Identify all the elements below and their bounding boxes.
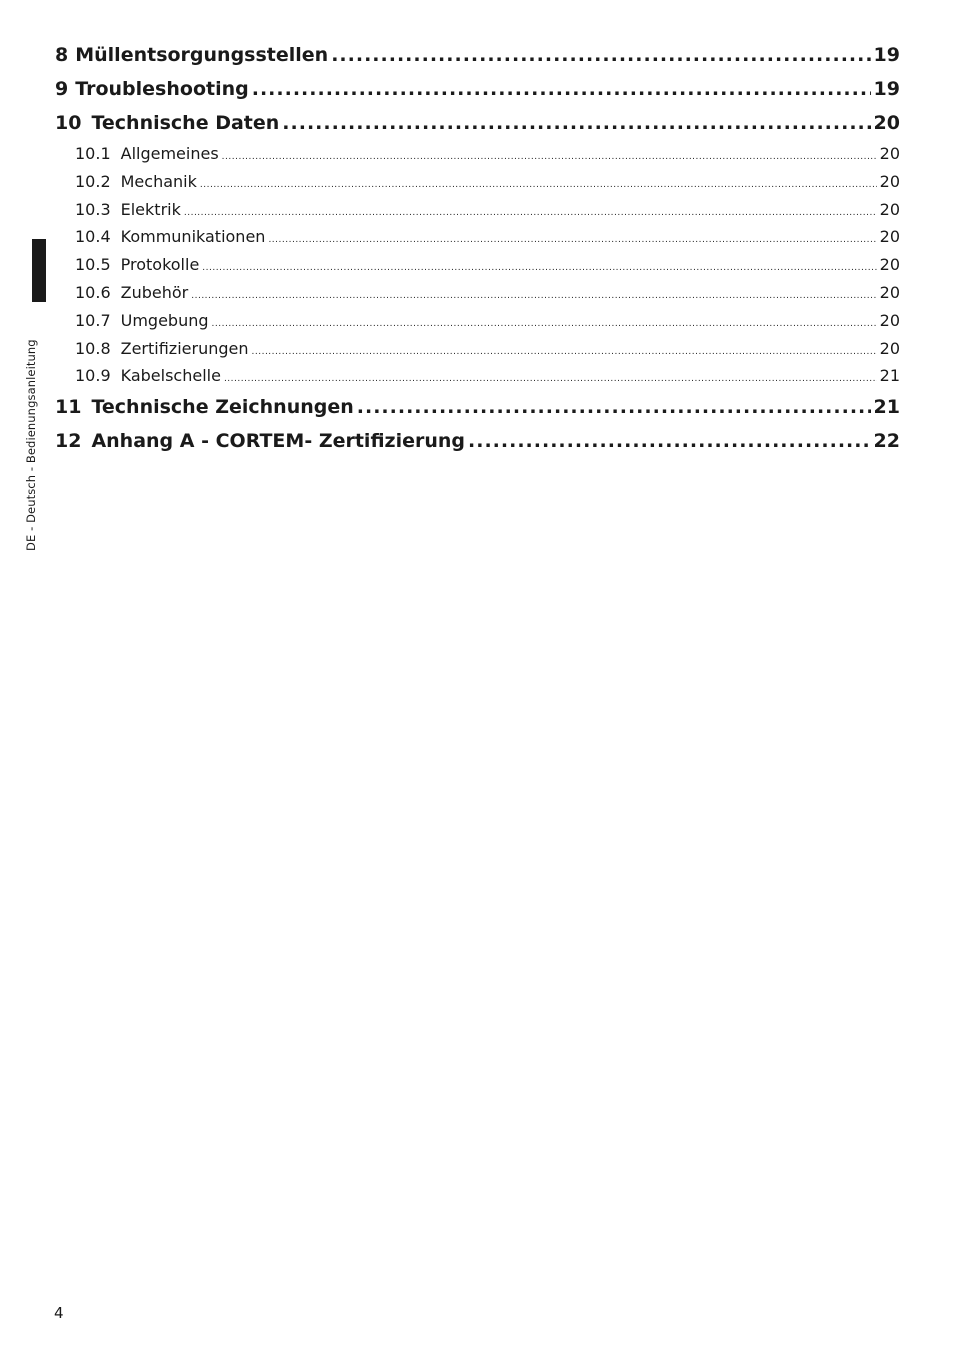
toc-dot-leader — [357, 390, 871, 424]
toc-entry-number: 10.7 — [75, 310, 111, 330]
toc-entry-page: 20 — [879, 338, 900, 358]
toc-dot-leader — [200, 172, 877, 200]
toc-entry-title: Technische Daten — [91, 112, 280, 134]
toc-entry-page: 21 — [873, 396, 900, 419]
toc-dot-leader — [191, 283, 876, 311]
toc-entry-number: 10.5 — [75, 255, 111, 275]
toc-entry-page: 19 — [873, 78, 900, 100]
toc-entry-10[interactable] — [55, 106, 900, 140]
toc-dot-leader — [212, 311, 877, 339]
toc-entry-title: Troubleshooting — [75, 78, 249, 100]
toc-entry-10-3[interactable] — [55, 196, 900, 224]
toc-entry-number: 10.3 — [75, 199, 111, 219]
toc-entry-title: Allgemeines — [120, 144, 219, 163]
toc-entry-12[interactable] — [55, 424, 900, 458]
toc-entry-page: 20 — [879, 227, 900, 247]
toc-entry-number: 8 — [55, 44, 69, 66]
toc-dot-leader — [268, 227, 876, 255]
toc-entry-title: Kabelschelle — [120, 366, 221, 386]
toc-dot-leader — [468, 424, 871, 458]
toc-entry-page: 20 — [879, 199, 900, 219]
toc-dot-leader — [222, 144, 877, 172]
toc-entry-10-8[interactable] — [55, 335, 900, 363]
toc-dot-leader — [252, 339, 877, 367]
toc-entry-10-7[interactable] — [55, 307, 900, 335]
toc-entry-page: 20 — [879, 144, 900, 163]
toc-entry-11[interactable] — [55, 390, 900, 424]
toc-entry-title: Mechanik — [120, 171, 197, 191]
toc-entry-10-4[interactable] — [55, 223, 900, 251]
toc-entry-number: 10 — [55, 112, 82, 134]
toc-entry-8[interactable] — [55, 38, 900, 72]
toc-entry-title: Zubehör — [120, 282, 189, 302]
table-of-contents — [55, 38, 900, 458]
toc-entry-page: 20 — [879, 171, 900, 191]
toc-entry-10-5[interactable] — [55, 251, 900, 279]
toc-entry-number: 12 — [55, 430, 82, 453]
toc-entry-title: Kommunikationen — [120, 227, 266, 247]
toc-entry-title: Technische Zeichnungen — [91, 396, 354, 419]
toc-dot-leader — [202, 255, 876, 283]
toc-entry-number: 10.4 — [75, 227, 111, 247]
page-number: 4 — [54, 1304, 64, 1322]
toc-entry-number: 10.8 — [75, 338, 111, 358]
toc-dot-leader — [331, 38, 870, 72]
toc-entry-10-2[interactable] — [55, 168, 900, 196]
toc-entry-number: 10.6 — [75, 282, 111, 302]
toc-entry-title: Anhang A - CORTEM- Zertifizierung — [91, 430, 466, 453]
toc-entry-number: 10.9 — [75, 366, 111, 386]
toc-entry-9[interactable] — [55, 72, 900, 106]
side-tab-marker — [32, 239, 46, 302]
toc-entry-page: 20 — [879, 282, 900, 302]
toc-entry-title: Elektrik — [120, 199, 181, 219]
toc-entry-page: 20 — [873, 112, 900, 134]
toc-dot-leader — [252, 72, 871, 106]
toc-dot-leader — [282, 106, 870, 140]
toc-entry-page: 20 — [879, 255, 900, 275]
toc-entry-title: Protokolle — [120, 255, 200, 275]
side-language-label: DE - Deutsch - Bedienungsanleitung — [24, 339, 38, 551]
toc-entry-title: Müllentsorgungsstellen — [75, 44, 329, 66]
toc-entry-page: 22 — [873, 430, 900, 453]
toc-entry-title: Zertifizierungen — [120, 338, 249, 358]
toc-entry-10-1[interactable] — [55, 140, 900, 168]
toc-dot-leader — [184, 200, 877, 228]
toc-entry-title: Umgebung — [120, 310, 209, 330]
toc-entry-page: 20 — [879, 310, 900, 330]
toc-entry-number: 10.1 — [75, 144, 111, 163]
toc-entry-number: 10.2 — [75, 171, 111, 191]
toc-entry-number: 11 — [55, 396, 82, 419]
toc-entry-page: 21 — [879, 366, 900, 386]
toc-entry-number: 9 — [55, 78, 69, 100]
toc-entry-page: 19 — [873, 44, 900, 66]
toc-entry-10-6[interactable] — [55, 279, 900, 307]
toc-entry-10-9[interactable] — [55, 362, 900, 390]
